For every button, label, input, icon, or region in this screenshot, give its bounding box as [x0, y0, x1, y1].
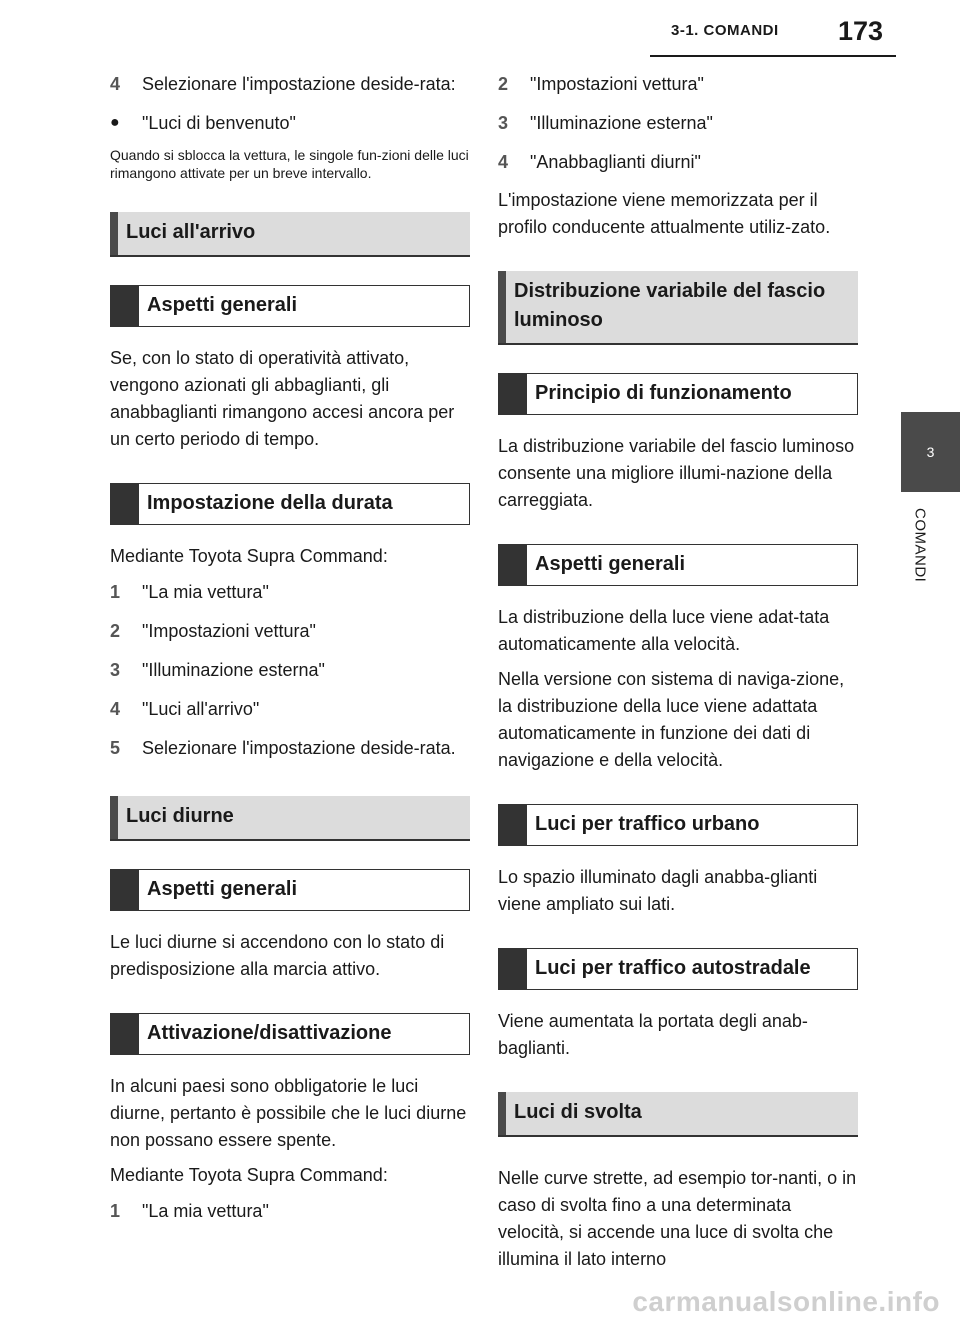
step-item: [110, 734, 470, 762]
subheading-text: Attivazione/disattivazione: [147, 1022, 392, 1044]
step-item: [110, 656, 470, 684]
subheading-aspetti-generali: [110, 869, 470, 911]
step-text: "Anabbaglianti diurni": [530, 152, 701, 172]
step-number: 2: [110, 621, 121, 641]
left-column: [110, 70, 470, 1236]
step-item: [498, 148, 858, 176]
subheading-traffico-urbano: [498, 804, 858, 846]
step-item: [110, 617, 470, 645]
paragraph: Nella versione con sistema di naviga-zione, la distribuzione della luce viene adattata automaticamente in funzione dei dati di navigazione e della velocità.: [498, 669, 845, 770]
step-number: 3: [110, 660, 121, 680]
step-text: "Illuminazione esterna": [142, 660, 325, 680]
subheading-marker: [111, 286, 139, 326]
heading-luci-svolta: Luci di svolta: [498, 1092, 858, 1137]
subheading-text: Principio di funzionamento: [535, 382, 792, 404]
subheading-aspetti-generali: [498, 544, 858, 586]
paragraph: Se, con lo stato di operatività attivato, vengono azionati gli abbaglianti, gli anabbaglianti rimangono accesi ancora per un certo periodo di tempo.: [110, 348, 455, 449]
page-number: 173: [838, 16, 884, 46]
paragraph: L'impostazione viene memorizzata per il profilo conducente attualmente utiliz-zato.: [498, 190, 831, 237]
paragraph: Viene aumentata la portata degli anab-baglianti.: [498, 1011, 808, 1058]
step-item: [110, 695, 470, 723]
step-number: 4: [110, 699, 121, 719]
heading-distribuzione: Distribuzione variabile del fascio luminoso: [498, 271, 858, 345]
step-number: 5: [110, 738, 121, 758]
step-item: [110, 578, 470, 606]
step-number: 4: [498, 152, 509, 172]
bullet-text: "Luci di benvenuto": [142, 113, 296, 133]
step-number: 4: [110, 74, 121, 94]
step-text: Selezionare l'impostazione deside-rata:: [142, 74, 456, 94]
step-item: [110, 1197, 470, 1225]
watermark: carmanualsonline.info: [632, 1286, 940, 1317]
subheading-marker: [111, 484, 139, 524]
subheading-marker: [499, 949, 527, 989]
step-number: 2: [498, 74, 509, 94]
bullet-item: [110, 109, 470, 137]
section-title: 3-1. COMANDI: [671, 22, 779, 39]
bullet-dot-icon: ●: [110, 114, 120, 131]
paragraph: Lo spazio illuminato dagli anabba-glianti viene ampliato sui lati.: [498, 867, 818, 914]
subheading-marker: [111, 870, 139, 910]
step-text: Selezionare l'impostazione deside-rata.: [142, 738, 456, 758]
subheading-text: Impostazione della durata: [147, 492, 393, 514]
subheading-marker: [111, 1014, 139, 1054]
paragraph: Nelle curve strette, ad esempio tor-nanti, o in caso di svolta fino a una determinata velocità, si accende una luce di svolta che illumina il lato interno: [498, 1168, 857, 1269]
subheading-attivazione: [110, 1013, 470, 1055]
paragraph: Le luci diurne si accendono con lo stato di predisposizione alla marcia attivo.: [110, 932, 445, 979]
step-text: "Impostazioni vettura": [142, 621, 316, 641]
chapter-tab-label: COMANDI: [911, 508, 929, 583]
subheading-aspetti-generali: [110, 285, 470, 327]
heading-luci-diurne: Luci diurne: [110, 796, 470, 841]
paragraph: Mediante Toyota Supra Command:: [110, 546, 388, 566]
subheading-text: Luci per traffico urbano: [535, 813, 760, 835]
header-divider: [650, 55, 896, 57]
subheading-marker: [499, 374, 527, 414]
step-item: [110, 70, 470, 98]
step-item: [498, 109, 858, 137]
right-column: [498, 70, 858, 1281]
subheading-impostazione-durata: [110, 483, 470, 525]
subheading-text: Aspetti generali: [147, 294, 298, 316]
step-number: 1: [110, 1201, 121, 1221]
step-text: "Luci all'arrivo": [142, 699, 260, 719]
paragraph: La distribuzione della luce viene adat-tata automaticamente alla velocità.: [498, 607, 830, 654]
subheading-marker: [499, 545, 527, 585]
paragraph: In alcuni paesi sono obbligatorie le luci diurne, pertanto è possibile che le luci diurne non possano essere spente.: [110, 1076, 467, 1150]
subheading-text: Aspetti generali: [147, 878, 298, 900]
step-number: 1: [110, 582, 121, 602]
paragraph: Mediante Toyota Supra Command:: [110, 1165, 388, 1185]
step-text: "La mia vettura": [142, 1201, 269, 1221]
chapter-tab-number: 3: [901, 412, 960, 492]
step-text: "Illuminazione esterna": [530, 113, 713, 133]
note-text: Quando si sblocca la vettura, le singole fun-zioni delle luci rimangono attivate per un breve intervallo.: [110, 147, 469, 181]
subheading-principio: [498, 373, 858, 415]
step-item: [498, 70, 858, 98]
heading-luci-arrivo: Luci all'arrivo: [110, 212, 470, 257]
step-text: "Impostazioni vettura": [530, 74, 704, 94]
subheading-marker: [499, 805, 527, 845]
subheading-text: Luci per traffico autostradale: [535, 957, 811, 979]
step-text: "La mia vettura": [142, 582, 269, 602]
subheading-traffico-autostradale: [498, 948, 858, 990]
subheading-text: Aspetti generali: [535, 553, 686, 575]
step-number: 3: [498, 113, 509, 133]
paragraph: La distribuzione variabile del fascio luminoso consente una migliore illumi-nazione della carreggiata.: [498, 436, 855, 510]
